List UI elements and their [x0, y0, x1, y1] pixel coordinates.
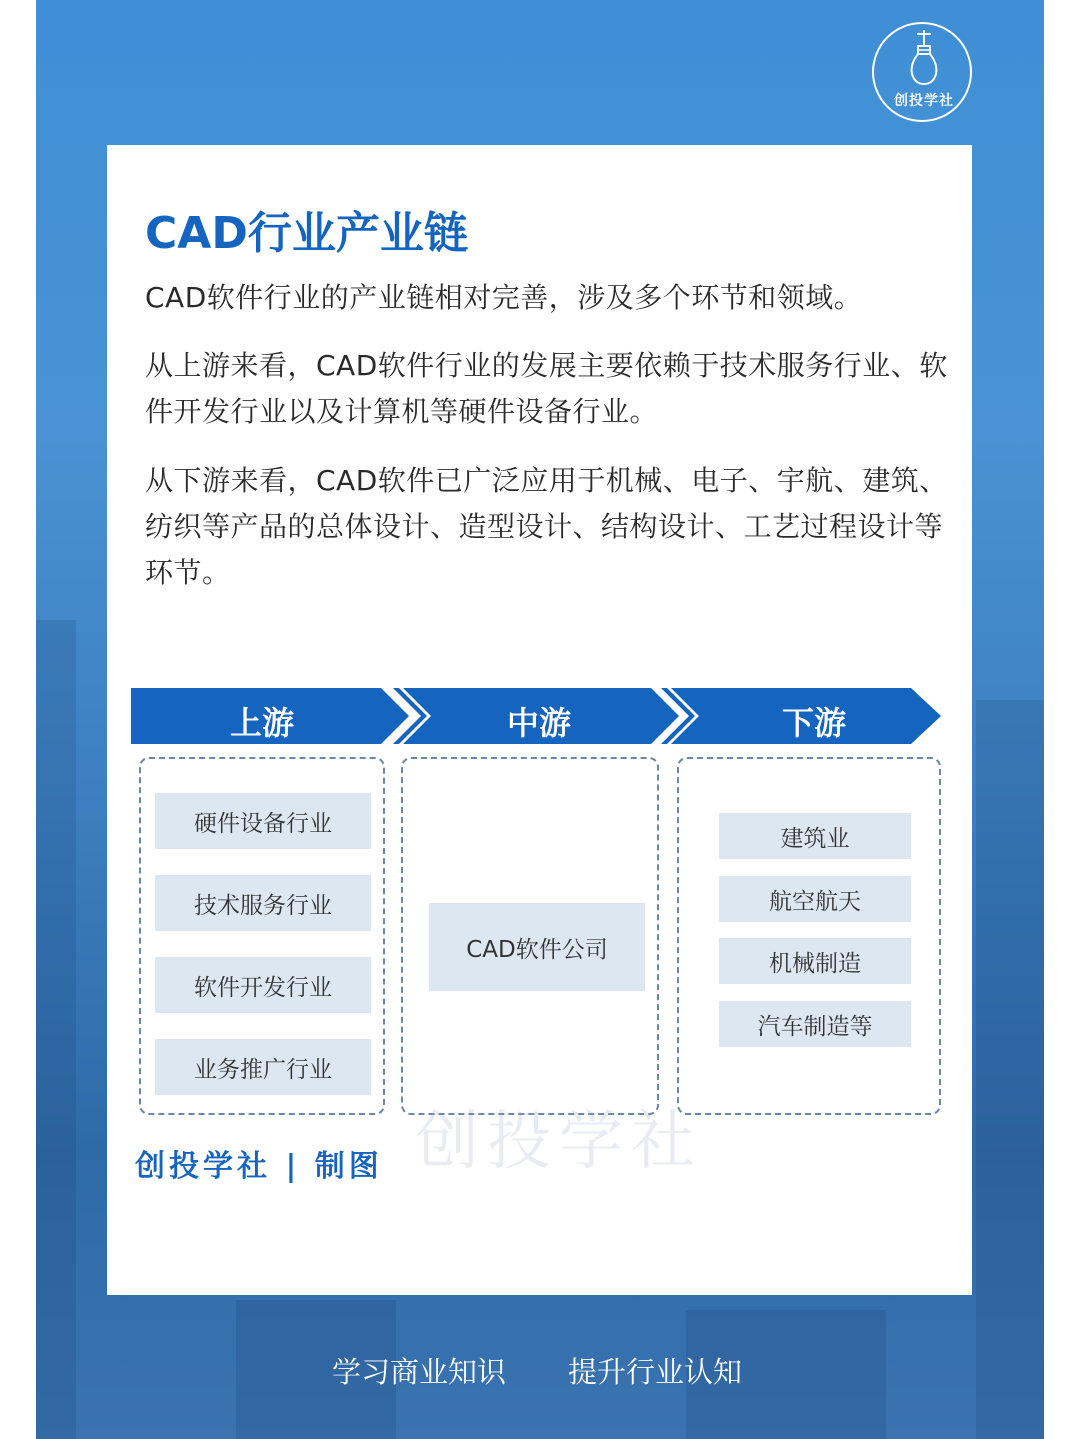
footer-slogan-right: 提升行业认知 [568, 1355, 743, 1389]
page-title: CAD行业产业链 [145, 208, 468, 259]
downstream-item: 汽车制造等 [719, 1001, 911, 1047]
midstream-column [401, 757, 659, 1115]
downstream-item: 建筑业 [719, 813, 911, 859]
stage-midstream-label: 中游 [506, 704, 571, 742]
paragraph-intro: CAD软件行业的产业链相对完善，涉及多个环节和领域。 [145, 281, 863, 314]
upstream-item: 技术服务行业 [155, 875, 371, 931]
watermark: 创投学社 [415, 1105, 703, 1179]
downstream-column [677, 757, 941, 1115]
lightbulb-icon [906, 30, 942, 88]
paragraph-upstream: 从上游来看，CAD软件行业的发展主要依赖于技术服务行业、软件开发行业以及计算机等硬件设备行业。 [145, 349, 948, 428]
content-card [107, 145, 972, 1295]
logo-text: 创投学社 [894, 93, 954, 109]
footer-slogan-left: 学习商业知识 [332, 1355, 507, 1389]
chart-credit: 创投学社 | 制图 [135, 1149, 383, 1184]
midstream-item: CAD软件公司 [429, 903, 645, 991]
downstream-item: 航空航天 [719, 876, 911, 922]
brand-logo [872, 22, 972, 122]
upstream-column [139, 757, 385, 1115]
stage-downstream-label: 下游 [781, 704, 846, 742]
upstream-item: 业务推广行业 [155, 1039, 371, 1095]
paragraph-downstream: 从下游来看，CAD软件已广泛应用于机械、电子、宇航、建筑、纺织等产品的总体设计、造型设计、结构设计、工艺过程设计等环节。 [145, 464, 948, 589]
downstream-item: 机械制造 [719, 938, 911, 984]
upstream-item: 软件开发行业 [155, 957, 371, 1013]
building-right [976, 700, 1044, 1439]
stage-upstream-label: 上游 [229, 704, 294, 742]
upstream-item: 硬件设备行业 [155, 793, 371, 849]
building-left [36, 620, 76, 1439]
